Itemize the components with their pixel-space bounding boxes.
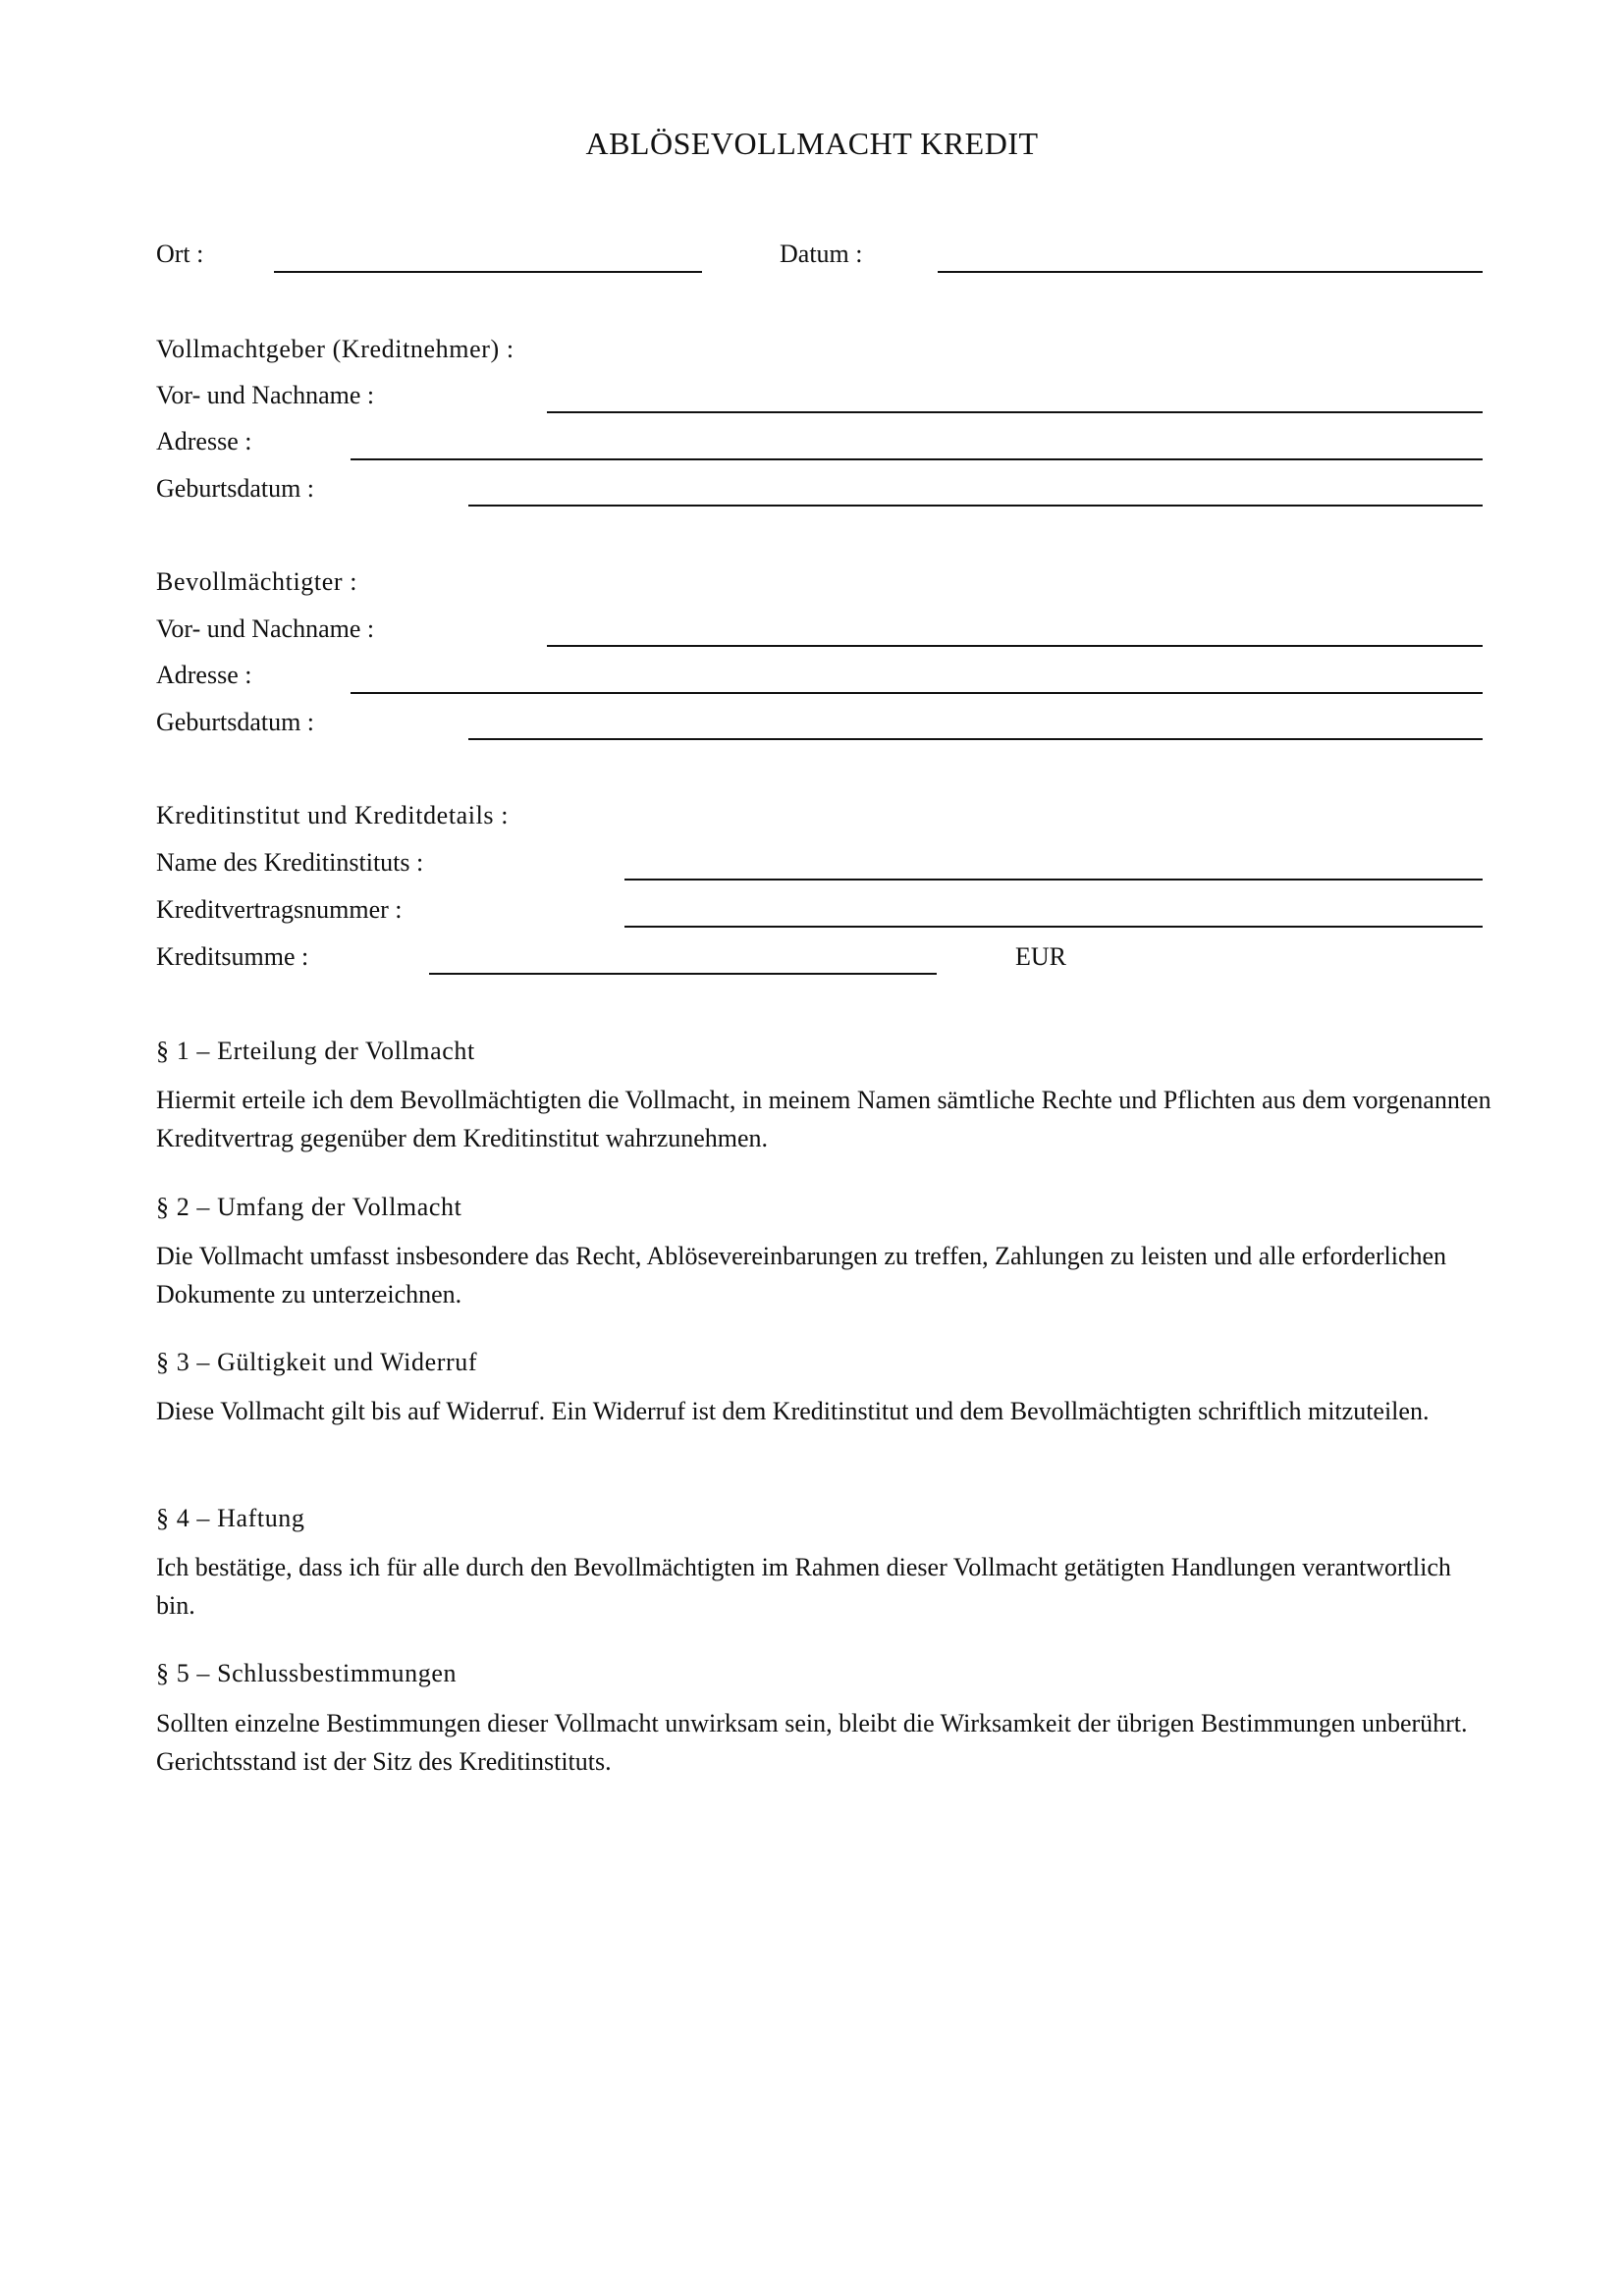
bevollmaechtigter-adresse-label: Adresse : <box>156 661 252 689</box>
document-title: ABLÖSEVOLLMACHT KREDIT <box>585 126 1039 161</box>
vollmachtgeber-name-label: Vor- und Nachname : <box>156 381 375 409</box>
section-4-text: Ich bestätige, dass ich für alle durch den Bevollmächtigten im Rahmen dieser Vollmacht getätigten Handlungen verantwortlich bin. <box>156 1553 1451 1620</box>
kreditvertragsnummer-label: Kreditvertragsnummer : <box>156 895 403 924</box>
datum-field[interactable] <box>938 271 1483 273</box>
vollmachtgeber-geburtsdatum-label: Geburtsdatum : <box>156 474 315 503</box>
vollmachtgeber-adresse-field[interactable] <box>351 458 1483 460</box>
bevollmaechtigter-adresse-field[interactable] <box>351 692 1483 694</box>
bevollmaechtigter-geburtsdatum-label: Geburtsdatum : <box>156 708 315 736</box>
section-5-heading: § 5 – Schlussbestimmungen <box>156 1659 458 1687</box>
section-4-heading: § 4 – Haftung <box>156 1504 305 1532</box>
kreditvertragsnummer-field[interactable] <box>624 926 1483 928</box>
kreditsumme-field[interactable] <box>429 973 937 975</box>
section-2-heading: § 2 – Umfang der Vollmacht <box>156 1193 462 1221</box>
vollmachtgeber-adresse-label: Adresse : <box>156 427 252 455</box>
section-1-text: Hiermit erteile ich dem Bevollmächtigten die Vollmacht, in meinem Namen sämtliche Rechte und Pflichten aus dem vorgenannten Kreditvertrag gegenüber dem Kreditinstitut wahrzunehmen. <box>156 1086 1491 1152</box>
bevollmaechtigter-name-field[interactable] <box>547 645 1483 647</box>
kredit-heading: Kreditinstitut und Kreditdetails : <box>156 801 510 829</box>
datum-label: Datum : <box>780 240 863 268</box>
bevollmaechtigter-geburtsdatum-field[interactable] <box>468 738 1483 740</box>
ort-label: Ort : <box>156 240 204 268</box>
section-3-text: Diese Vollmacht gilt bis auf Widerruf. Ein Widerruf ist dem Kreditinstitut und dem Bevollmächtigten schriftlich mitzuteilen. <box>156 1397 1430 1425</box>
kreditinstitut-field[interactable] <box>624 879 1483 881</box>
section-1-heading: § 1 – Erteilung der Vollmacht <box>156 1037 475 1065</box>
currency-label: EUR <box>1015 942 1066 971</box>
vollmachtgeber-heading: Vollmachtgeber (Kreditnehmer) : <box>156 335 514 363</box>
kreditsumme-label: Kreditsumme : <box>156 942 309 971</box>
ort-field[interactable] <box>274 271 702 273</box>
vollmachtgeber-geburtsdatum-field[interactable] <box>468 505 1483 507</box>
section-3-heading: § 3 – Gültigkeit und Widerruf <box>156 1348 478 1376</box>
kreditinstitut-label: Name des Kreditinstituts : <box>156 848 424 877</box>
bevollmaechtigter-name-label: Vor- und Nachname : <box>156 614 375 643</box>
vollmachtgeber-name-field[interactable] <box>547 411 1483 413</box>
section-2-text: Die Vollmacht umfasst insbesondere das Recht, Ablösevereinbarungen zu treffen, Zahlungen zu leisten und alle erforderlichen Dokumente zu unterzeichnen. <box>156 1242 1447 1308</box>
section-5-text: Sollten einzelne Bestimmungen dieser Vollmacht unwirksam sein, bleibt die Wirksamkeit der übrigen Bestimmungen unberührt. Gerichtsstand ist der Sitz des Kreditinstituts. <box>156 1709 1468 1776</box>
bevollmaechtigter-heading: Bevollmächtigter : <box>156 567 358 596</box>
